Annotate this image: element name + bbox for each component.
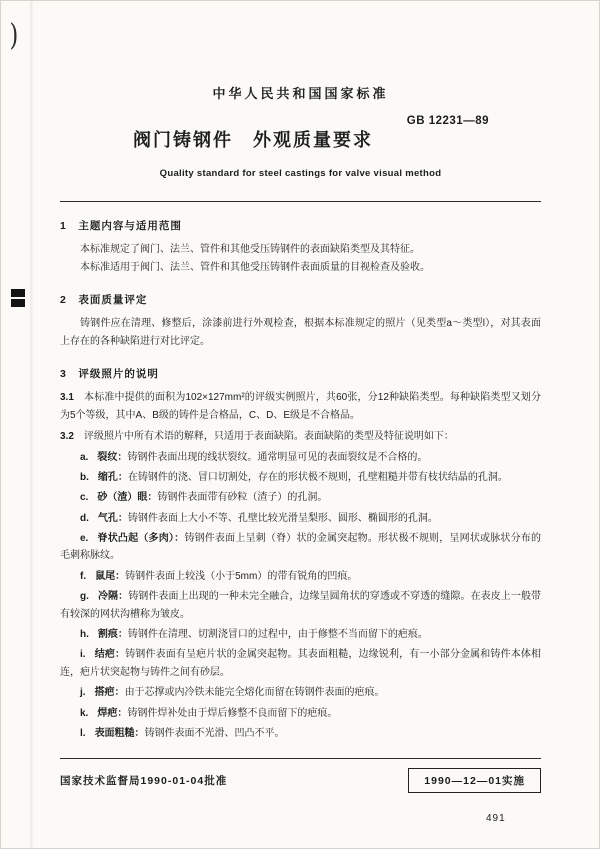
defect-letter: c. xyxy=(80,492,89,504)
clause-3-1 xyxy=(60,389,541,424)
defect-term: 冷隔： xyxy=(97,591,129,603)
defect-text: 铸钢件表面上呈刺（脊）状的金属突起物。形状极不规则，呈网状或脉状分布的毛刺称脉纹。 xyxy=(60,533,542,562)
defect-term: 焊疤： xyxy=(97,707,128,719)
defect-term: 结疤： xyxy=(94,649,126,661)
defect-item-i xyxy=(60,646,541,681)
defect-term: 割痕： xyxy=(97,629,128,641)
page-footer xyxy=(60,758,541,793)
defect-item-e xyxy=(60,530,541,565)
approval-note: 国家技术监督局1990-01-04批准 xyxy=(60,775,228,787)
clause-3-1-text: 本标准中提供的面积为102×127mm²的评级实例照片，共60张，分12种缺陷类型。每种缺陷类型又划分为5个等级，其中A、B级的铸件是合格品，C、D、E级是不合格品。 xyxy=(60,392,541,421)
defect-text: 铸钢件表面不光滑、凹凸不平。 xyxy=(144,728,285,739)
defect-text: 由于芯撑或内冷铁未能完全熔化而留在铸钢件表面的疤痕。 xyxy=(124,687,385,699)
section-3-heading: 3 评级照片的说明 xyxy=(60,368,159,381)
title-row xyxy=(60,115,541,152)
defect-term: 缩孔： xyxy=(97,471,128,483)
defect-text: 在铸钢件的浇、冒口切割处，存在的形状极不规则，孔壁粗糙并带有枝状结晶的孔洞。 xyxy=(127,471,508,483)
defect-text: 铸钢件表面出现的线状裂纹。通常明显可见的表面裂纹是不合格的。 xyxy=(127,451,428,463)
defect-letter: b. xyxy=(80,471,89,483)
standard-code: GB 12231—89 xyxy=(406,115,489,127)
defect-letter: e. xyxy=(80,533,89,545)
defect-text: 铸钢件表面上较浅（小于5mm）的带有锐角的凹痕。 xyxy=(125,570,358,582)
defect-item-k xyxy=(60,705,541,722)
defect-term: 搭疤： xyxy=(94,687,125,699)
section-2-heading: 2 表面质量评定 xyxy=(60,294,148,307)
defect-term: 裂纹： xyxy=(97,451,128,463)
header-divider xyxy=(60,201,541,202)
defect-item-b xyxy=(60,469,541,486)
defect-item-h xyxy=(60,626,541,643)
defect-text: 铸钢件表面有呈疤片状的金属突起物。其表面粗糙，边缘锐利，有一小部分金属和铸件本体相连，疤片状突起物与铸件之间有砂层。 xyxy=(60,649,542,678)
defect-letter: d. xyxy=(80,512,89,524)
implementation-box: 1990—12—01实施 xyxy=(408,768,541,793)
defect-text: 铸钢件表面上大小不等、孔壁比较光滑呈梨形、圆形、椭圆形的孔洞。 xyxy=(127,512,438,524)
defect-item-g xyxy=(60,588,541,623)
defect-letter: j. xyxy=(80,687,86,699)
defect-letter: i. xyxy=(80,649,86,661)
defect-term: 脊状凸起（多肉）： xyxy=(97,533,185,545)
document-body xyxy=(60,217,541,742)
registration-mark-2 xyxy=(11,299,25,307)
section-1-para-1: 本标准规定了阀门、法兰、管件和其他受压铸钢件的表面缺陷类型及其特征。 xyxy=(80,244,420,256)
english-subtitle: Quality standard for steel castings for valve visual method xyxy=(159,168,442,179)
defect-item-c xyxy=(60,489,541,506)
clause-3-1-number: 3.1 xyxy=(60,392,74,404)
binding-crease xyxy=(30,1,34,848)
defect-letter: k. xyxy=(80,707,89,719)
document-title: 阀门铸钢件 外观质量要求 xyxy=(133,130,373,150)
defect-term: 鼠尾： xyxy=(95,570,126,582)
defect-item-l xyxy=(60,725,541,742)
clause-3-2 xyxy=(60,428,541,445)
footer-row xyxy=(60,768,541,793)
defect-item-d xyxy=(60,510,541,527)
section-2-para-1: 铸钢件应在清理、修整后，涂漆前进行外观检查，根据本标准规定的照片（见类型a～类型l），对其表面上存在的各种缺陷进行对比评定。 xyxy=(60,318,541,347)
defect-letter: h. xyxy=(80,629,89,641)
defect-letter: g. xyxy=(80,591,89,603)
clause-3-2-text: 评级照片中所有术语的解释，只适用于表面缺陷。表面缺陷的类型及特征说明如下： xyxy=(83,431,454,443)
defect-item-a xyxy=(60,449,541,466)
footer-divider xyxy=(60,758,541,759)
page-content xyxy=(60,83,541,742)
registration-mark-1 xyxy=(11,289,25,297)
defect-letter: a. xyxy=(80,451,89,463)
defect-text: 铸钢件表面带有砂粒（渣子）的孔洞。 xyxy=(157,492,328,504)
defect-text: 铸钢件在清理、切割浇冒口的过程中，由于修整不当而留下的疤痕。 xyxy=(127,629,428,641)
defect-term: 表面粗糙： xyxy=(94,728,145,739)
defect-letter: l. xyxy=(80,728,86,739)
defect-text: 铸钢件焊补处由于焊后修整不良而留下的疤痕。 xyxy=(127,707,338,719)
defect-item-j xyxy=(60,684,541,701)
clause-3-2-number: 3.2 xyxy=(60,431,74,443)
page-number: 491 xyxy=(486,813,506,824)
defect-term: 砂（渣）眼： xyxy=(97,492,158,504)
defect-text: 铸钢件表面上出现的一种未完全融合，边缘呈圆角状的穿透或不穿透的缝隙。在表皮上一般带有较深的网状沟槽称为皱皮。 xyxy=(60,591,542,620)
defect-term: 气孔： xyxy=(97,512,128,524)
section-1-heading: 1 主题内容与适用范围 xyxy=(60,220,182,232)
binding-curve-mark: ) xyxy=(9,18,19,53)
defect-letter: f. xyxy=(80,570,87,582)
defect-item-f xyxy=(60,568,541,585)
standard-org: 中华人民共和国国家标准 xyxy=(212,86,389,101)
section-1-para-2: 本标准适用于阀门、法兰、管件和其他受压铸钢件表面质量的目视检查及验收。 xyxy=(80,261,430,273)
